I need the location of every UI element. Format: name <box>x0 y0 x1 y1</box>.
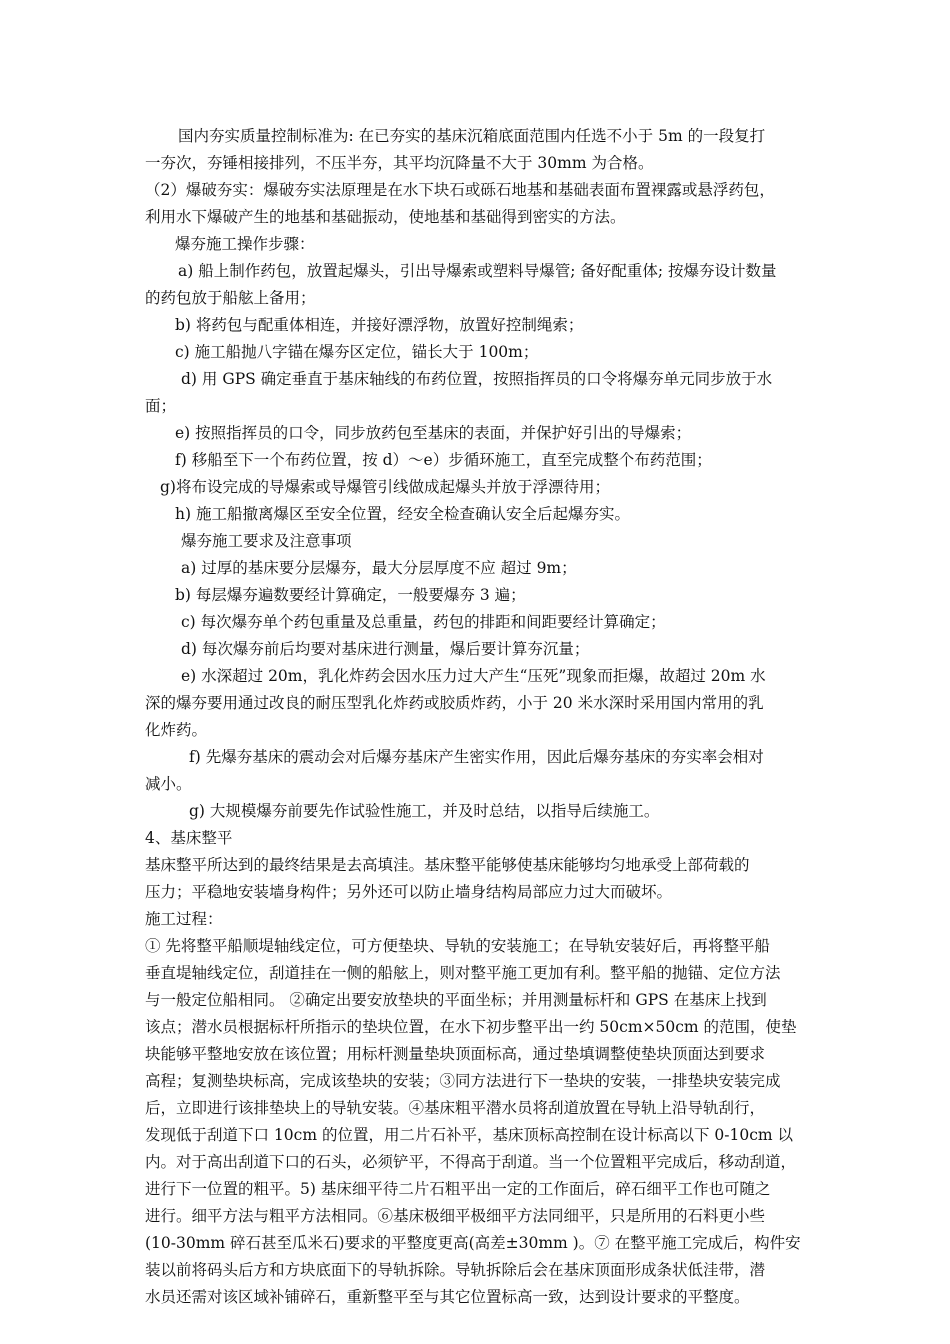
text-line: a) 船上制作药包，放置起爆头，引出导爆索或塑料导爆管; 备好配重体; 按爆夯设计数量 <box>178 262 777 280</box>
text-line: 高程；复测垫块标高，完成该垫块的安装；③同方法进行下一垫块的安装，一排垫块安装完成 <box>145 1072 781 1090</box>
text-line: ① 先将整平船顺堤轴线定位，可方便垫块、导轨的安装施工；在导轨安装好后，再将整平船 <box>145 937 770 955</box>
text-line: e) 水深超过 20m，乳化炸药会因水压力过大产生“压死”现象而拒爆，故超过 20m 水 <box>181 667 766 685</box>
text-line: 块能够平整地安放在该位置；用标杆测量垫块顶面标高，通过垫填调整使垫块顶面达到要求 <box>145 1045 766 1063</box>
text-line: e) 按照指挥员的口令，同步放药包至基床的表面，并保护好引出的导爆索； <box>175 424 692 442</box>
requirement-c <box>145 609 810 636</box>
text-line: 与一般定位船相同。 ②确定出要安放垫块的平面坐标；并用测量标杆和 GPS 在基床上找到 <box>145 991 767 1009</box>
text-line: 利用水下爆破产生的地基和基础振动，使地基和基础得到密实的方法。 <box>145 208 626 226</box>
requirement-g <box>145 798 810 825</box>
text-line: 发现低于刮道下口 10cm 的位置，用二片石补平，基床顶标高控制在设计标高以下 0-10cm 以 <box>145 1126 794 1144</box>
heading-construction-process <box>145 906 810 933</box>
text-line: 面； <box>145 397 177 415</box>
text-line: 装以前将码头后方和方块底面下的导轨拆除。导轨拆除后会在基床顶面形成条状低洼带，潜 <box>145 1261 766 1279</box>
step-a <box>145 258 810 312</box>
heading-blast-steps <box>145 231 810 258</box>
text-line: c) 施工船抛八字锚在爆夯区定位，锚长大于 100m； <box>175 343 539 361</box>
text-line: g)将布设完成的导爆索或导爆管引线做成起爆头并放于浮漂待用； <box>160 478 610 496</box>
text-line: g) 大规模爆夯前要先作试验性施工，并及时总结，以指导后续施工。 <box>189 802 660 820</box>
step-c <box>145 339 810 366</box>
requirement-b <box>145 582 810 609</box>
text-line: 4、基床整平 <box>145 829 233 847</box>
text-line: b) 每层爆夯遍数要经计算确定，一般要爆夯 3 遍； <box>175 586 526 604</box>
step-b <box>145 312 810 339</box>
text-line: f) 移船至下一个布药位置，按 d）～e）步循环施工，直至完成整个布药范围； <box>175 451 712 469</box>
text-line: 该点；潜水员根据标杆所指示的垫块位置，在水下初步整平出一约 50cm×50cm 的范围，使垫 <box>145 1018 797 1036</box>
text-line: 一夯次，夯锤相接排列，不压半夯，其平均沉降量不大于 30mm 为合格。 <box>145 154 654 172</box>
text-line: 国内夯实质量控制标准为: 在已夯实的基床沉箱底面范围内任选不小于 5m 的一段复打 <box>178 127 766 145</box>
text-line: h) 施工船撤离爆区至安全位置，经安全检查确认安全后起爆夯实。 <box>175 505 630 523</box>
text-line: a) 过厚的基床要分层爆夯，最大分层厚度不应 超过 9m； <box>181 559 577 577</box>
text-line: 基床整平所达到的最终结果是去高填洼。基床整平能够使基床能够均匀地承受上部荷载的 <box>145 856 750 874</box>
text-line: 深的爆夯要用通过改良的耐压型乳化炸药或胶质炸药，小于 20 米水深时采用国内常用的乳 <box>145 694 764 712</box>
requirement-e <box>145 663 810 744</box>
heading-blast-requirements <box>145 528 810 555</box>
paragraph-leveling-purpose <box>145 852 810 906</box>
text-line: b) 将药包与配重体相连，并接好漂浮物，放置好控制绳索； <box>175 316 584 334</box>
step-h <box>145 501 810 528</box>
text-line: (10-30mm 碎石甚至瓜米石)要求的平整度更高(高差±30mm )。⑦ 在整平施工完成后，构件安 <box>145 1234 801 1252</box>
text-line: 内。对于高出刮道下口的石头，必须铲平，不得高于刮道。当一个位置粗平完成后，移动刮道， <box>145 1153 797 1171</box>
text-line: 进行下一位置的粗平。5) 基床细平待二片石粗平出一定的工作面后，碎石细平工作也可随之 <box>145 1180 771 1198</box>
text-line: d) 用 GPS 确定垂直于基床轴线的布药位置，按照指挥员的口令将爆夯单元同步放于水 <box>181 370 773 388</box>
step-f <box>145 447 810 474</box>
paragraph-blast-compaction <box>145 177 810 231</box>
text-line: 施工过程： <box>145 910 223 928</box>
text-line: 爆夯施工操作步骤： <box>175 235 315 253</box>
text-line: 减小。 <box>145 775 192 793</box>
text-line: 后，立即进行该排垫块上的导轨安装。④基床粗平潜水员将刮道放置在导轨上沿导轨刮行， <box>145 1099 766 1117</box>
requirement-a <box>145 555 810 582</box>
section-heading-leveling <box>145 825 810 852</box>
text-line: d) 每次爆夯前后均要对基床进行测量，爆后要计算夯沉量； <box>181 640 590 658</box>
text-line: 的药包放于船舷上备用； <box>145 289 316 307</box>
text-line: 压力；平稳地安装墙身构件；另外还可以防止墙身结构局部应力过大而破坏。 <box>145 883 673 901</box>
text-line: （2）爆破夯实：爆破夯实法原理是在水下块石或砾石地基和基础表面布置裸露或悬浮药包， <box>145 181 775 199</box>
paragraph-quality-standard <box>145 123 810 177</box>
text-line: 化炸药。 <box>145 721 208 739</box>
text-line: 垂直堤轴线定位，刮道挂在一侧的船舷上，则对整平施工更加有利。整平船的抛锚、定位方法 <box>145 964 781 982</box>
step-e <box>145 420 810 447</box>
text-line: 爆夯施工要求及注意事项 <box>181 532 352 550</box>
text-line: 水员还需对该区域补铺碎石，重新整平至与其它位置标高一致，达到设计要求的平整度。 <box>145 1288 750 1306</box>
requirement-f <box>145 744 810 798</box>
text-line: 进行。细平方法与粗平方法相同。⑥基床极细平极细平方法同细平，只是所用的石料更小些 <box>145 1207 766 1225</box>
requirement-d <box>145 636 810 663</box>
text-line: c) 每次爆夯单个药包重量及总重量，药包的排距和间距要经计算确定； <box>181 613 666 631</box>
text-line: f) 先爆夯基床的震动会对后爆夯基床产生密实作用，因此后爆夯基床的夯实率会相对 <box>189 748 764 766</box>
paragraph-construction-process <box>145 933 810 1311</box>
step-d <box>145 366 810 420</box>
step-g <box>145 474 810 501</box>
